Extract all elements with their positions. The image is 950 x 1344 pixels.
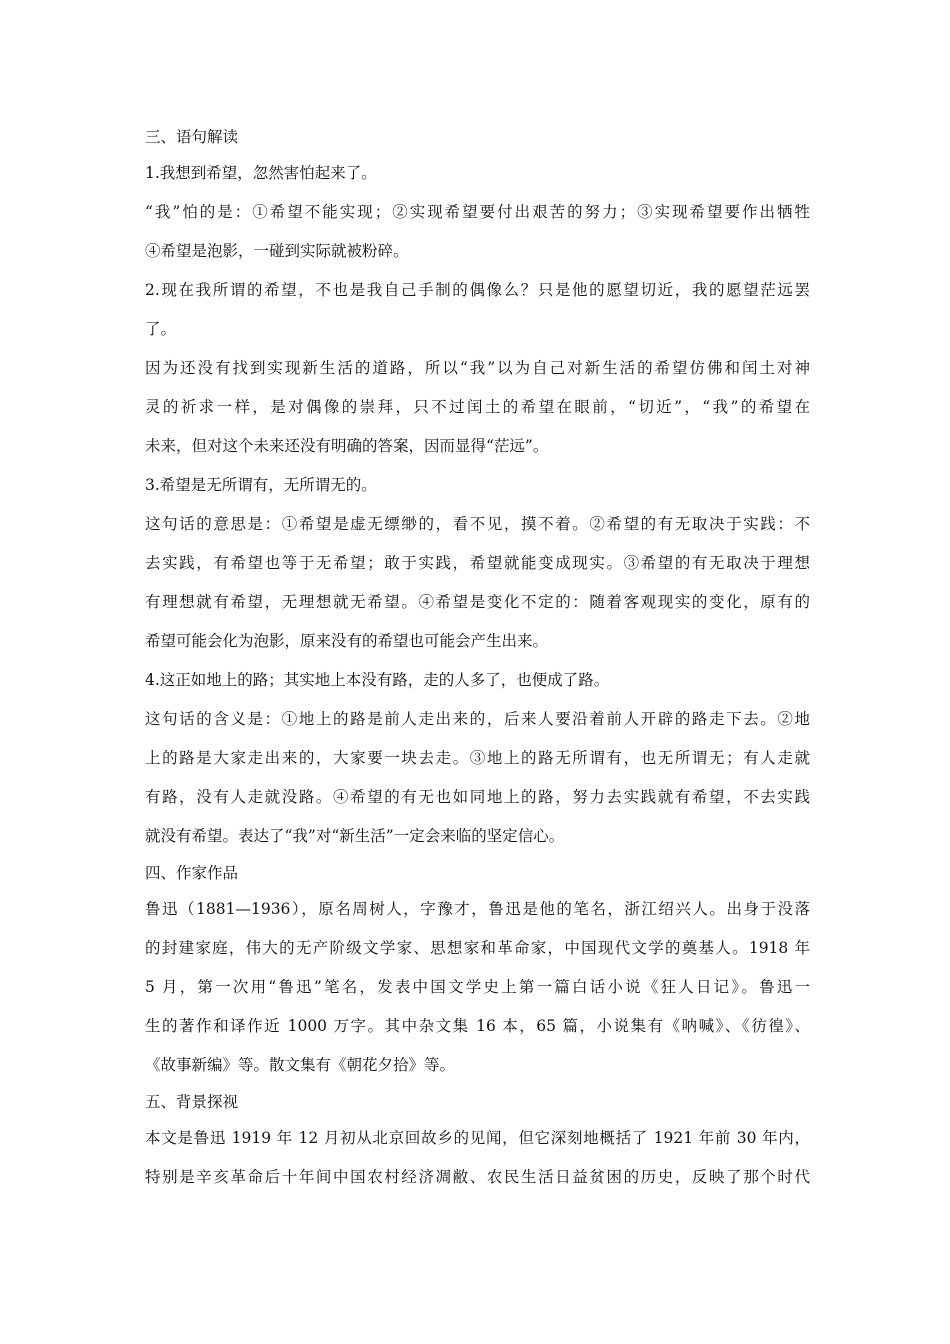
section-heading-background: 五、背景探视 xyxy=(145,1093,239,1111)
section-heading-sentence-analysis: 三、语句解读 xyxy=(145,128,239,146)
explanation-3-line-2: 去实践，有希望也等于无希望；敢于实践，希望就能变成现实。③希望的有无取决于理想 xyxy=(145,554,810,572)
explanation-3-line-4: 希望可能会化为泡影，原来没有的希望也可能会产生出来。 xyxy=(145,632,549,650)
author-paragraph-line-5: 《故事新编》等。散文集有《朝花夕拾》等。 xyxy=(145,1056,456,1074)
explanation-4-line-1: 这句话的含义是：①地上的路是前人走出来的，后来人要沿着前人开辟的路走下去。②地 xyxy=(145,710,810,728)
explanation-1-line-1: “我”怕的是：①希望不能实现；②实现希望要付出艰苦的努力；③实现希望要作出牺牲 xyxy=(145,203,810,221)
explanation-2-line-2: 灵的祈求一样，是对偶像的崇拜，只不过闰土的希望在眼前，“切近”，“我”的希望在 xyxy=(145,398,810,416)
explanation-1-line-2: ④希望是泡影，一碰到实际就被粉碎。 xyxy=(145,242,409,260)
section-heading-author-works: 四、作家作品 xyxy=(145,864,239,882)
quote-1: 1.我想到希望，忽然害怕起来了。 xyxy=(145,164,377,182)
author-paragraph-line-3: 5 月，第一次用“鲁迅”笔名，发表中国文学史上第一篇白话小说《狂人日记》。鲁迅一 xyxy=(145,978,810,996)
quote-2-line-1: 2.现在我所谓的希望，不也是我自己手制的偶像么？只是他的愿望切近，我的愿望茫远罢 xyxy=(145,281,810,299)
explanation-2-line-1: 因为还没有找到实现新生活的道路，所以“我”以为自己对新生活的希望仿佛和闰土对神 xyxy=(145,359,810,377)
author-paragraph-line-2: 的封建家庭，伟大的无产阶级文学家、思想家和革命家，中国现代文学的奠基人。1918 年 xyxy=(145,939,810,957)
explanation-3-line-1: 这句话的意思是：①希望是虚无缥缈的，看不见，摸不着。②希望的有无取决于实践：不 xyxy=(145,515,810,533)
background-paragraph-line-1: 本文是鲁迅 1919 年 12 月初从北京回故乡的见闻，但它深刻地概括了 1921 年前 30 年内， xyxy=(145,1129,810,1147)
quote-3: 3.希望是无所谓有，无所谓无的。 xyxy=(145,476,377,494)
explanation-4-line-4: 就没有希望。表达了“我”对“新生活”一定会来临的坚定信心。 xyxy=(145,827,565,845)
explanation-3-line-3: 有理想就有希望，无理想就无希望。④希望是变化不定的：随着客观现实的变化，原有的 xyxy=(145,593,810,611)
quote-4: 4.这正如地上的路；其实地上本没有路，走的人多了，也便成了路。 xyxy=(145,671,610,689)
explanation-2-line-3: 未来，但对这个未来还没有明确的答案，因而显得“茫远”。 xyxy=(145,437,549,455)
background-paragraph-line-2: 特别是辛亥革命后十年间中国农村经济凋敝、农民生活日益贫困的历史，反映了那个时代 xyxy=(145,1168,810,1186)
author-paragraph-line-1: 鲁迅（1881—1936），原名周树人，字豫才，鲁迅是他的笔名，浙江绍兴人。出身于没落 xyxy=(145,900,810,918)
quote-2-line-2: 了。 xyxy=(145,320,177,338)
document-body xyxy=(145,120,810,1197)
author-paragraph-line-4: 生的著作和译作近 1000 万字。其中杂文集 16 本，65 篇，小说集有《呐喊》、《彷徨》、 xyxy=(145,1017,810,1035)
explanation-4-line-3: 有路，没有人走就没路。④希望的有无也如同地上的路，努力去实践就有希望，不去实践 xyxy=(145,788,810,806)
explanation-4-line-2: 上的路是大家走出来的，大家要一块去走。③地上的路无所谓有，也无所谓无；有人走就 xyxy=(145,749,810,767)
